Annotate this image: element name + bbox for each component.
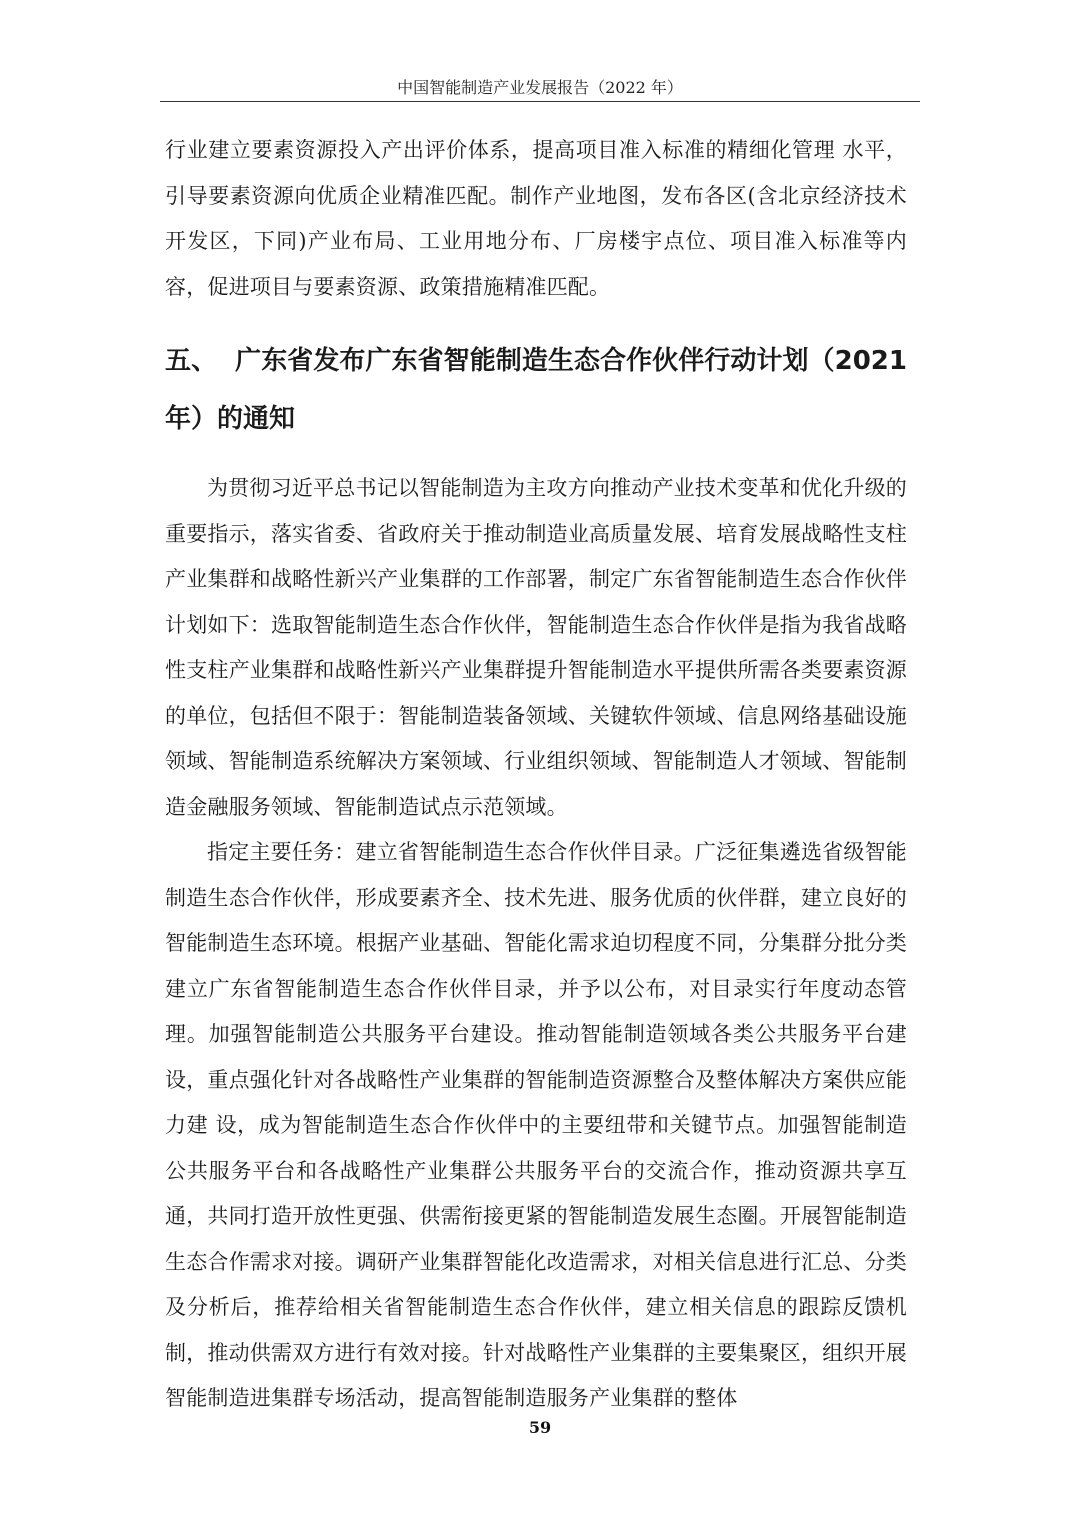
section-heading: [165, 332, 907, 448]
running-header: 中国智能制造产业发展报告（2022 年）: [397, 78, 683, 97]
header-divider: [160, 101, 920, 102]
section-title-text: 广东省发布广东省智能制造生态合作伙伴行动计划（2021 年）的通知: [165, 346, 907, 434]
paragraph-main-tasks: 指定主要任务：建立省智能制造生态合作伙伴目录。广泛征集遴选省级智能制造生态合作伙伴，形成要素齐全、技术先进、服务优质的伙伴群，建立良好的智能制造生态环境。根据产业基础、智能化需求迫切程度不同，分集群分批分类建立广东省智能制造生态合作伙伴目录，并予以公布，对目录实行年度动态管理。加强智能制造公共服务平台建设。推动智能制造领域各类公共服务平台建设，重点强化针对各战略性产业集群的智能制造资源整合及整体解决方案供应能力建 设，成为智能制造生态合作伙伴中的主要纽带和关键节点。加强智能制造公共服务平台和各战略性产业集群公共服务平台的交流合作，推动资源共享互通，共同打造开放性更强、供需衔接更紧的智能制造发展生态圈。开展智能制造生态合作需求对接。调研产业集群智能化改造需求，对相关信息进行汇总、分类及分析后，推荐给相关省智能制造生态合作伙伴，建立相关信息的跟踪反馈机制，推动供需双方进行有效对接。针对战略性产业集群的主要集聚区，组织开展智能制造进集群专场活动，提高智能制造服务产业集群的整体: [165, 840, 907, 1410]
page-number: 59: [528, 1418, 552, 1437]
section-number: 五、: [165, 346, 218, 376]
paragraph-background: 为贯彻习近平总书记以智能制造为主攻方向推动产业技术变革和优化升级的重要指示，落实省委、省政府关于推动制造业高质量发展、培育发展战略性支柱产业集群和战略性新兴产业集群的工作部署，制定广东省智能制造生态合作伙伴计划如下：选取智能制造生态合作伙伴，智能制造生态合作伙伴是指为我省战略性支柱产业集群和战略性新兴产业集群提升智能制造水平提供所需各类要素资源的单位，包括但不限于：智能制造装备领域、关键软件领域、信息网络基础设施领域、智能制造系统解决方案领域、行业组织领域、智能制造人才领域、智能制造金融服务领域、智能制造试点示范领域。: [165, 476, 907, 819]
paragraph-continuation: 行业建立要素资源投入产出评价体系，提高项目准入标准的精细化管理 水平，引导要素资源向优质企业精准匹配。制作产业地图，发布各区(含北京经济技术开发区，下同)产业布局、工业用地分布、厂房楼宇点位、项目准入标准等内容，促进项目与要素资源、政策措施精准匹配。: [165, 138, 907, 299]
page-body: [165, 128, 907, 1422]
